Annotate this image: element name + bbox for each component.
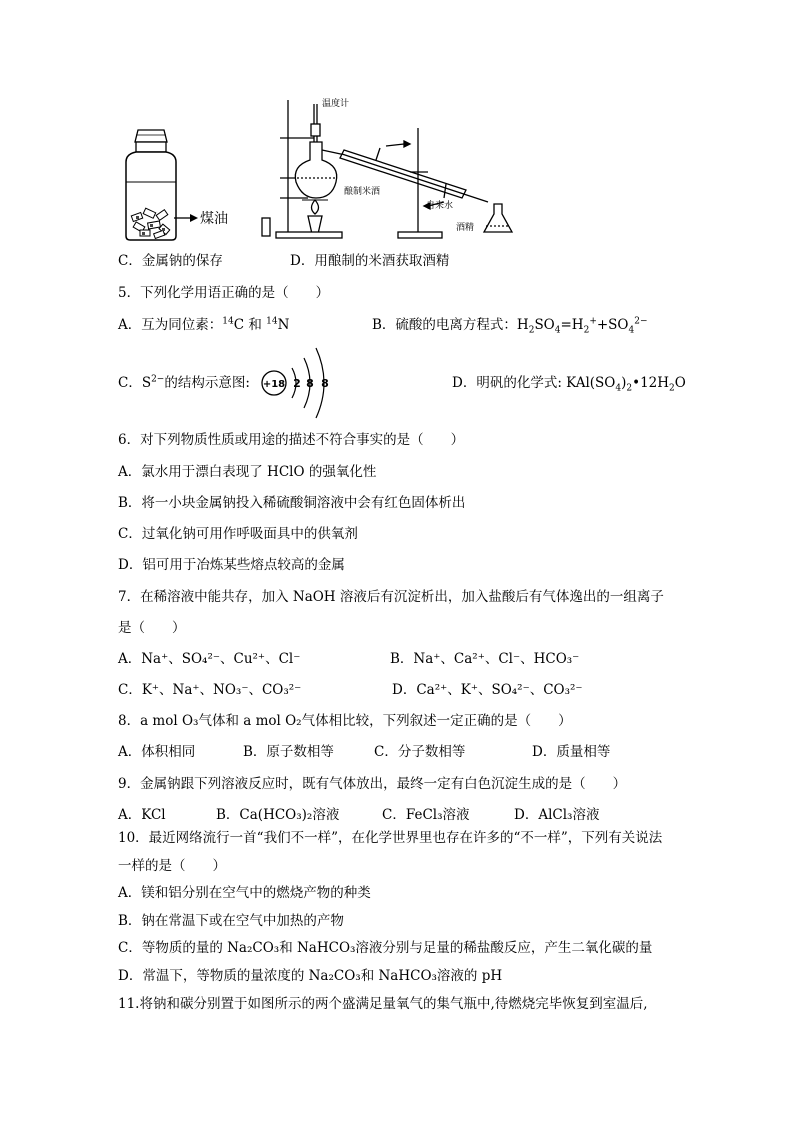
caption-d: D．用酿制的米酒获取酒精 [290,253,450,269]
q10-option-d: D．常温下，等物质的量浓度的 Na₂CO₃和 NaHCO₃溶液的 pH [118,968,503,984]
water-label: 自来水 [426,201,454,211]
q7-stem-line1: 7．在稀溶液中能共存，加入 NaOH 溶液后有沉淀析出，加入盐酸后有气体逸出的一组离子 [118,589,664,605]
q11-stem: 11.将钠和碳分别置于如图所示的两个盛满足量氧气的集气瓶中,待燃烧完毕恢复到室温后, [118,996,648,1012]
q7-option-a: A．Na⁺、SO₄²⁻、Cu²⁺、Cl⁻ [118,651,301,667]
q7-stem-line2: 是（ ） [118,620,186,636]
q5-stem: 5．下列化学用语正确的是（ ） [118,285,330,301]
q8-option-b: B．原子数相等 [243,744,334,760]
figure-distillation [258,94,528,246]
q10-stem-line2: 一样的是（ ） [118,858,226,874]
q5-option-c: C．$S^{2-}$的结构示意图: [118,374,250,391]
q8-option-c: C．分子数相等 [374,744,466,760]
q6-option-d: D．铝可用于冶炼某些熔点较高的金属 [118,557,345,573]
q9-option-c: C．FeCl₃溶液 [382,807,470,823]
q9-option-a: A．KCl [118,807,166,823]
shell-3-count: 8 [321,377,329,390]
q9-stem: 9．金属钠跟下列溶液反应时，既有气体放出，最终一定有白色沉淀生成的是（ ） [118,776,627,792]
q6-option-c: C．过氧化钠可用作呼吸面具中的供氧剂 [118,526,358,542]
q8-option-a: A．体积相同 [118,744,196,760]
q5-option-d: D．明矾的化学式: $KAl(SO_4)_2•12H_2O$ [452,375,686,394]
nucleus-label: +18 [262,379,286,390]
q6-option-a: A．氯水用于漂白表现了 HClO 的强氧化性 [118,464,377,480]
q10-option-b: B．钠在常温下或在空气中加热的产物 [118,913,344,929]
q6-option-b: B．将一小块金属钠投入稀硫酸铜溶液中会有红色固体析出 [118,495,466,511]
q10-option-a: A．镁和铝分别在空气中的燃烧产物的种类 [118,885,371,901]
q10-option-c: C．等物质的量的 Na₂CO₃和 NaHCO₃溶液分别与足量的稀盐酸反应，产生二氧化碳的量 [118,940,653,956]
shell-2-count: 8 [306,377,314,390]
q5-option-b: B．硫酸的电离方程式：$H_2SO_4=H_2^++SO_4^{2-}$ [372,316,648,336]
q8-option-d: D．质量相等 [532,744,611,760]
q5-option-a: A．互为同位素：$^{14}$C 和 $^{14}$N [118,316,290,333]
q6-stem: 6．对下列物质性质或用途的描述不符合事实的是（ ） [118,432,465,448]
figure-bottle [112,126,272,246]
caption-c: C．金属钠的保存 [118,253,223,269]
thermometer-label: 温度计 [322,99,350,109]
receiver-label: 酒精 [456,223,475,233]
q9-option-b: B．Ca(HCO₃)₂溶液 [216,807,340,823]
atom-structure-diagram [256,342,352,422]
q7-option-b: B．Na⁺、Ca²⁺、Cl⁻、HCO₃⁻ [390,651,580,667]
q7-option-c: C．K⁺、Na⁺、NO₃⁻、CO₃²⁻ [118,682,302,698]
q8-stem: 8．a mol O₃气体和 a mol O₂气体相比较，下列叙述一定正确的是（ ） [118,713,572,729]
q7-option-d: D．Ca²⁺、K⁺、SO₄²⁻、CO₃²⁻ [392,682,583,698]
q10-stem-line1: 10．最近网络流行一首“我们不一样”，在化学世界里也存在许多的“不一样”，下列有关说法 [118,830,663,846]
flask-label: 酿制米酒 [344,187,381,197]
q9-option-d: D．AlCl₃溶液 [514,807,600,823]
shell-1-count: 2 [293,377,301,390]
bottle-label: 煤油 [200,211,228,227]
